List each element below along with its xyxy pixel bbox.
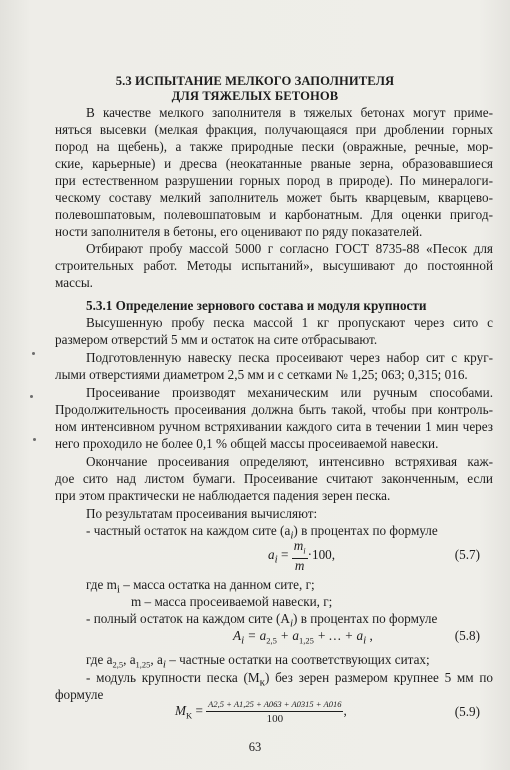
list-item-partial-residue: - частный остаток на каждом сите $(a_i)$ в процентах по формуле — [86, 523, 438, 542]
p1-line: ские, карьерные) и дресва (неокатанные рваные зерна, образовавшиеся — [55, 156, 493, 171]
p4-line: Подготовленную навеску песка просеивают через набор сит с круг- — [86, 350, 493, 365]
p1-line: ности заполнителя в бетоны, его оценивают по ряду показателей. — [55, 224, 423, 239]
page-number: 63 — [248, 740, 262, 754]
scan-dot — [32, 352, 35, 355]
formula-5-8: $A_i = a_{2,5} + a_{1,25}$ + … + $a_i$ , — [233, 628, 373, 647]
p1-line: при естественном разрушении горных пород в природе). По минералоги- — [55, 173, 493, 188]
p2-line: массы. — [55, 275, 93, 290]
p6-line: Окончание просеивания определяют, интенсивно встряхивая каж- — [86, 454, 493, 469]
list-item-total-residue: - полный остаток на каждом сите $(A_i)$ в процентах по формуле — [86, 611, 438, 630]
p1-line: няться высевки (мелкая фракция, получающаяся при дроблении горных — [55, 122, 493, 137]
p3-line: Высушенную пробу песка массой 1 кг пропускают через сито с — [86, 315, 493, 330]
p6-line: дое сито над листом бумаги. Просеивание считают законченным, если — [55, 471, 493, 486]
equation-number: (5.8) — [454, 628, 480, 643]
list-item-fineness-modulus: - модуль крупности песка $(М_к)$ без зерен размером крупнее 5 мм по — [86, 670, 493, 689]
p2-line: Отбирают пробу массой 5000 г согласно ГОСТ 8735-88 «Песок для — [86, 241, 493, 256]
formula-label-word: формуле — [55, 687, 104, 702]
scan-dot — [30, 395, 33, 398]
fraction: $\frac{A2,5 + A1,25 + A063 + A0315 + A016}{100}$ — [208, 699, 342, 725]
p5-line: него проходило не более 0,1 % общей массы просеиваемой навески. — [55, 436, 439, 451]
p5-line: Продолжительность просеивания должна быть такой, чтобы при контроль- — [55, 402, 493, 417]
scan-dot — [33, 438, 36, 441]
p1-line: пород на щебень), а также природные пески (овражные, речные, мор- — [55, 139, 493, 154]
formula-5-9: $M_K$ = $\frac{A2,5 + A1,25 + A063 + A0315 + A016}{100}$ , — [175, 699, 347, 725]
p3-line: размером отверстий 5 мм и остаток на сите отбрасывают. — [55, 332, 378, 347]
where-mi: где $m_i$ – масса остатка на данном сите, г; — [86, 577, 315, 596]
section-heading-line1: 5.3 ИСПЫТАНИЕ МЕЛКОГО ЗАПОЛНИТЕЛЯ — [115, 74, 395, 88]
subsection-title: 5.3.1 Определение зернового состава и модуля крупности — [86, 298, 427, 313]
p4-line: лыми отверстиями диаметром 2,5 мм и с сетками № 1,25; 063; 0,315; 016. — [55, 367, 468, 382]
p1-line: В качестве мелкого заполнителя в тяжелых бетонах могут приме- — [86, 105, 493, 120]
equation-number: (5.9) — [454, 704, 480, 719]
section-heading-line2: ДЛЯ ТЯЖЕЛЫХ БЕТОНОВ — [171, 89, 339, 103]
equation-number: (5.7) — [454, 547, 480, 562]
p6-line: при этом практически не наблюдается падения зерен песка. — [55, 488, 391, 503]
p1-line: ческому составу мелкий заполнитель может быть кварцевым, кварцево- — [55, 190, 493, 205]
where-m: m – масса просеиваемой навески, г; — [131, 594, 333, 609]
p1-line: полевошпатовым, полевошпатовым и карбонатным. Для оценки пригод- — [55, 207, 493, 222]
p5-line: Просеивание производят механическим или ручным способами. — [86, 385, 493, 400]
calc-intro: По результатам просеивания вычисляют: — [86, 506, 318, 521]
formula-5-7: $a_i$ = $\frac{m_i}{m}$ ·100, — [268, 538, 336, 573]
where-a: где $a_{2,5}$, $a_{1,25}$, $a_i$ – частные остатки на соответствующих ситах; — [86, 652, 430, 671]
p2-line: строительных работ. Методы испытаний», высушивают до постоянной — [55, 258, 493, 273]
p5-line: ном интенсивном ручном встряхивании каждого сита в течении 1 мин через — [55, 419, 493, 434]
fraction: $\frac{m_i}{m}$ — [293, 538, 306, 573]
